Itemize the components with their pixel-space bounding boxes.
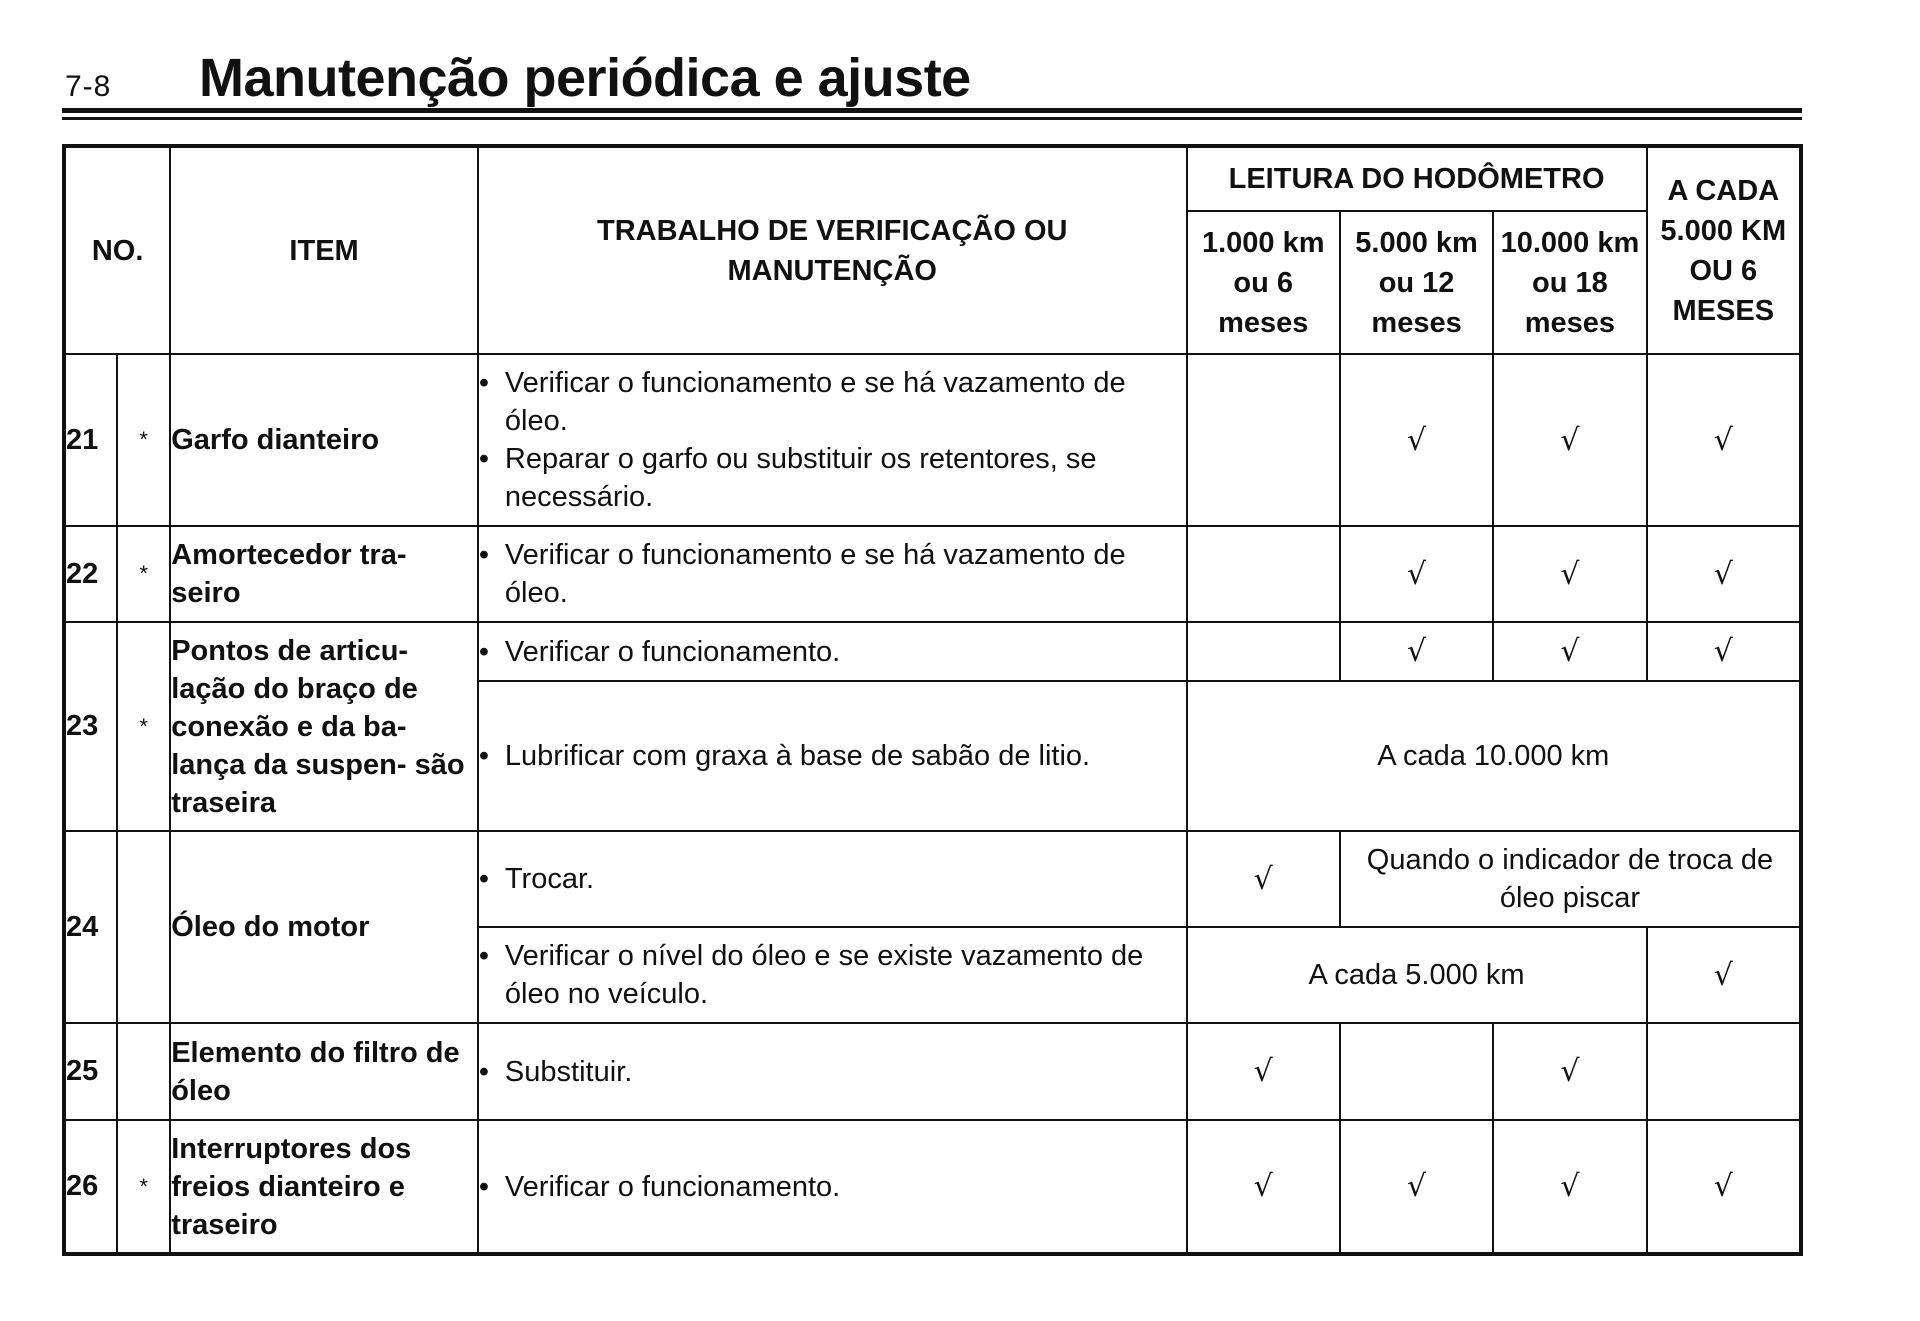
task-text: Verificar o funcionamento.	[504, 1170, 841, 1203]
bullet-icon: •	[478, 1055, 490, 1088]
check-mark-icon: √	[1647, 526, 1801, 622]
check-mark-icon: √	[1493, 622, 1646, 681]
page-number: 7-8	[65, 70, 112, 103]
row-mark: *	[117, 526, 170, 622]
task-text: Substituir.	[504, 1055, 633, 1088]
row-work	[478, 526, 1187, 622]
row-item: Elemento do filtro de óleo	[170, 1023, 478, 1120]
bullet-icon: •	[478, 443, 490, 475]
task-line	[479, 536, 1186, 612]
check-mark-icon: √	[1493, 526, 1646, 622]
maintenance-table	[62, 144, 1803, 1256]
check-mark-icon: √	[1647, 622, 1801, 681]
check-cell-empty	[1187, 526, 1340, 622]
row-mark	[117, 831, 170, 1023]
task-line	[479, 860, 1186, 898]
task-text: Trocar.	[504, 863, 595, 895]
task-line	[479, 633, 1186, 671]
check-cell-empty	[1187, 622, 1340, 681]
row-work	[478, 1120, 1187, 1254]
task-text: Verificar o funcionamento.	[504, 635, 841, 668]
task-line	[479, 737, 1186, 775]
task-line	[479, 1053, 1186, 1091]
bullet-icon: •	[478, 367, 490, 399]
table-row	[64, 831, 1801, 927]
header-work: TRABALHO DE VERIFICAÇÃO OU MANUTENÇÃO	[478, 146, 1187, 354]
row-mark: *	[117, 622, 170, 831]
check-mark-icon: √	[1340, 354, 1493, 526]
table-row	[64, 622, 1801, 681]
bullet-icon: •	[478, 940, 490, 972]
row-number: 26	[64, 1120, 117, 1254]
bullet-icon: •	[478, 1170, 490, 1203]
page-title: Manutenção periódica e ajuste	[199, 48, 971, 108]
task-text: Lubrificar com graxa à base de sabão de litio.	[504, 740, 1091, 772]
bullet-icon: •	[478, 635, 490, 668]
task-line	[479, 440, 1186, 516]
row-work	[478, 681, 1187, 831]
check-mark-icon: √	[1187, 1023, 1340, 1120]
check-mark-icon: √	[1340, 526, 1493, 622]
row-number: 25	[64, 1023, 117, 1120]
table-row	[64, 1120, 1801, 1254]
check-mark-icon: √	[1493, 1023, 1646, 1120]
header-interval-3: 10.000 km ou 18 meses	[1493, 211, 1646, 354]
header-interval-1: 1.000 km ou 6 meses	[1187, 211, 1340, 354]
task-text: Reparar o garfo ou substituir os retentores, se necessário.	[504, 443, 1097, 513]
row-mark: *	[117, 1120, 170, 1254]
check-mark-icon: √	[1647, 354, 1801, 526]
task-line	[479, 1168, 1186, 1206]
row-work	[478, 622, 1187, 681]
header-interval-2: 5.000 km ou 12 meses	[1340, 211, 1493, 354]
interval-note: A cada 10.000 km	[1187, 681, 1801, 831]
check-mark-icon: √	[1647, 927, 1801, 1023]
row-item: Pontos de articu- lação do braço de conexão e da ba- lança da suspen- são traseira	[170, 622, 478, 831]
check-mark-icon: √	[1647, 1120, 1801, 1254]
row-item: Óleo do motor	[170, 831, 478, 1023]
bullet-icon: •	[478, 740, 490, 772]
row-work	[478, 354, 1187, 526]
row-number: 24	[64, 831, 117, 1023]
bullet-icon: •	[478, 539, 490, 571]
check-mark-icon: √	[1340, 1120, 1493, 1254]
row-number: 22	[64, 526, 117, 622]
header-every: A CADA 5.000 KM OU 6 MESES	[1647, 146, 1801, 354]
task-line	[479, 937, 1186, 1013]
check-mark-icon: √	[1493, 354, 1646, 526]
header-rule-thick	[62, 108, 1802, 113]
row-item: Garfo dianteiro	[170, 354, 478, 526]
page-header	[62, 42, 1802, 118]
row-mark	[117, 1023, 170, 1120]
interval-note: A cada 5.000 km	[1187, 927, 1647, 1023]
header-row-1	[64, 146, 1801, 211]
check-cell-empty	[1187, 354, 1340, 526]
interval-note: Quando o indicador de troca de óleo piscar	[1340, 831, 1801, 927]
check-cell-empty	[1647, 1023, 1801, 1120]
row-work	[478, 927, 1187, 1023]
table-row	[64, 354, 1801, 526]
header-item: ITEM	[170, 146, 478, 354]
row-work	[478, 831, 1187, 927]
task-line	[479, 364, 1186, 440]
row-number: 21	[64, 354, 117, 526]
row-item: Interruptores dos freios dianteiro e traseiro	[170, 1120, 478, 1254]
check-mark-icon: √	[1187, 831, 1340, 927]
row-number: 23	[64, 622, 117, 831]
row-item: Amortecedor tra- seiro	[170, 526, 478, 622]
bullet-icon: •	[478, 863, 490, 895]
check-cell-empty	[1340, 1023, 1493, 1120]
check-mark-icon: √	[1187, 1120, 1340, 1254]
check-mark-icon: √	[1493, 1120, 1646, 1254]
row-work	[478, 1023, 1187, 1120]
header-no: NO.	[64, 146, 170, 354]
task-text: Verificar o funcionamento e se há vazamento de óleo.	[504, 539, 1126, 609]
table-row	[64, 526, 1801, 622]
check-mark-icon: √	[1340, 622, 1493, 681]
task-text: Verificar o nível do óleo e se existe vazamento de óleo no veículo.	[504, 940, 1144, 1010]
row-mark: *	[117, 354, 170, 526]
header-odometer: LEITURA DO HODÔMETRO	[1187, 146, 1647, 211]
task-text: Verificar o funcionamento e se há vazamento de óleo.	[504, 367, 1126, 437]
table-row	[64, 1023, 1801, 1120]
header-rule-thin	[62, 117, 1802, 120]
